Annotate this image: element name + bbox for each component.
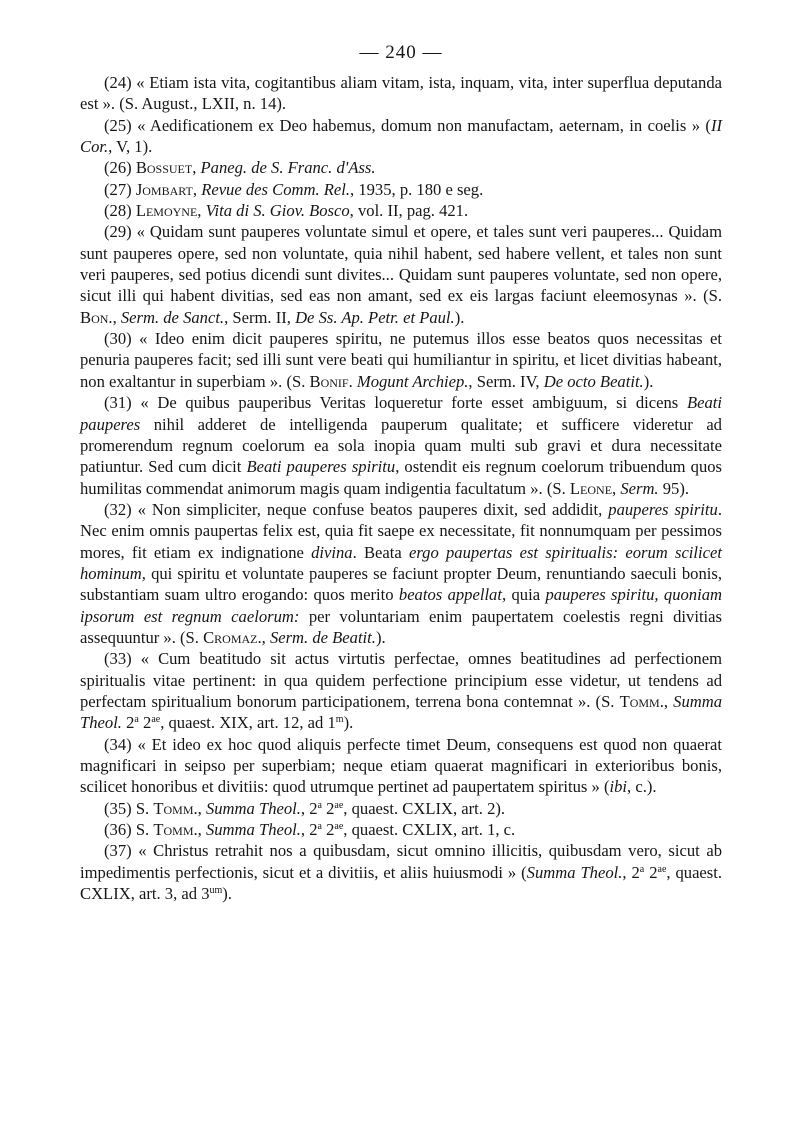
work-title: II Cor. bbox=[80, 115, 723, 157]
author-name: Cromaz. bbox=[203, 627, 262, 647]
author-name: Lemoyne bbox=[135, 201, 198, 221]
note-24 bbox=[80, 72, 722, 115]
note-number: (31) bbox=[104, 393, 132, 413]
note-number: (33) bbox=[104, 649, 132, 669]
work-title: Summa Theol. bbox=[526, 862, 623, 882]
note-31: (31) « De quibus pauperibus Veritas loqueretur forte esset ambiguum, si dicens Beati pauperes nihil adderet de intelligenda pauperum qualitate; et sufficere videretur ad promerendum regnum coelorum ea sola inopia quam multi sub gravi et dura necessitate patiuntur. Sed cum dicit Beati pauperes spiritu, ostendit eis regnum coelorum tribuendum quos humilitas commendat animorum magis quam indigentia facultatum ». (S. Leone, Serm. 95). bbox=[80, 393, 723, 498]
note-36: (36) S. Tomm., Summa Theol., 2$^a$ $2^{ae}$, quaest. CXLIX, art. 1, c. bbox=[104, 820, 516, 840]
document-page bbox=[80, 38, 722, 904]
author-name: Tomm. bbox=[619, 691, 664, 711]
note-reference: (S. August., LXII, n. 14). bbox=[119, 94, 287, 114]
work-title: Summa Theol. bbox=[205, 798, 301, 818]
work-title: Revue des Comm. Rel. bbox=[201, 179, 351, 199]
note-quote: « Etiam ista vita, cogitantibus aliam vitam, ista, inquam, vita, inter superflua deputanda est ». bbox=[80, 73, 722, 114]
note-number: (27) bbox=[104, 179, 132, 199]
note-25: (25) « Aedificationem ex Deo habemus, domum non manufactam, aeternam, in coelis » (II Cor., V, 1). bbox=[80, 115, 723, 157]
note-number: (24) bbox=[104, 73, 132, 92]
work-title: Paneg. de S. Franc. d'Ass. bbox=[200, 158, 376, 178]
author-name: Leone bbox=[569, 478, 613, 498]
note-quote: « Et ideo ex hoc quod aliquis perfecte timet Deum, consequens est quod non quaerat magnificari in seipso per superbiam; neque etiam quaerat magnificari in exterioribus bonis, scilicet honoribus et divitiis: quod utrumque pertinet ad paupertatem spiritus » ( bbox=[80, 734, 722, 797]
note-26: (26) Bossuet, Paneg. de S. Franc. d'Ass. bbox=[104, 158, 376, 178]
work-title: De octo Beatit. bbox=[543, 371, 644, 391]
work-title: Serm. de Beatit. bbox=[269, 627, 376, 647]
note-number: (37) bbox=[104, 841, 132, 861]
note-33: (33) « Cum beatitudo sit actus virtutis perfectae, omnes beatitudines ad perfectionem spiritualis vitae pertinent: in qua quidem perfectione principium esse videtur, ut tendens ad perfectam spiritualium bonorum participationem, terrena bona contemnat ». (S. Tomm., Summa Theol. 2$^a$ $2^{ae}$, quaest. XIX, art. 12, ad 1$^m$). bbox=[80, 649, 723, 733]
note-number: (29) bbox=[104, 222, 132, 242]
author-name: Jombart bbox=[135, 179, 193, 199]
work-title: Mogunt Archiep. bbox=[356, 371, 469, 391]
work-title: Summa Theol. bbox=[80, 691, 723, 733]
work-title: De Ss. Ap. Petr. et Paul. bbox=[295, 307, 455, 327]
note-28: (28) Lemoyne, Vita di S. Giov. Bosco, vol. II, pag. 421. bbox=[104, 201, 469, 221]
footnotes-list bbox=[80, 72, 722, 904]
note-number: (28) bbox=[104, 201, 132, 221]
note-quote: « Aedificationem ex Deo habemus, domum non manufactam, aeternam, in coelis » bbox=[137, 115, 701, 135]
note-37: (37) « Christus retrahit nos a quibusdam, sicut omnino illicitis, quibusdam vero, sicut ab impedimentis perfectionis, sicut et a divitiis, et aliis huiusmodi » (Summa Theol., 2$^a$ $2^{ae}$, quaest. CXLIX, art. 3, ad $3^{um}$). bbox=[80, 841, 723, 904]
note-number: (30) bbox=[104, 329, 132, 349]
note-30: (30) « Ideo enim dicit pauperes spiritu, ne putemus illos esse beatos quos necessitas et penuria pauperes facit; sed illi sunt vere beati qui humiliantur in spiritu, et licet divitias habeant, non exaltantur in superbiam ». (S. Bonif. Mogunt Archiep., Serm. IV, De octo Beatit.). bbox=[80, 329, 722, 391]
work-title: Vita di S. Giov. Bosco bbox=[205, 201, 350, 221]
work-title: Serm. bbox=[620, 478, 659, 498]
author-name: Bon. bbox=[80, 307, 113, 327]
note-32: (32) « Non simpliciter, neque confuse beatos pauperes dixit, sed addidit, pauperes spiritu. Nec enim omnis paupertas felix est, quia fit saepe ex necessitate, fit nonnumquam per pessimos mores, fit etiam ex indignatione divina. Beata ergo paupertas est spiritualis: eorum scilicet hominum, qui spiritu et voluntate pauperes se faciunt propter Deum, renuntiando saeculi bonis, substantiam suam ultro erogando: quos merito beatos appellat, quia pauperes spiritu, quoniam ipsorum est regnum caelorum: per voluntariam enim paupertatem coelestis regni divitias assequuntur ». (S. Cromaz., Serm. de Beatit.). bbox=[80, 499, 722, 647]
note-29: (29) « Quidam sunt pauperes voluntate simul et opere, et tales sunt veri pauperes... Quidam sunt pauperes opere, sed non voluntate, quia nihil habent, sed habere vellent, et tales non sunt veri pauperes, sed potius dicendi sunt divites... Quidam sunt pauperes voluntate, sed non opere, sicut illi qui habent divitias, sed eas non amant, sed ex eis largas faciunt eleemosynas ». (S. Bon., Serm. de Sanct., Serm. II, De Ss. Ap. Petr. et Paul.). bbox=[80, 222, 723, 327]
author-name: Tomm. bbox=[153, 798, 198, 818]
note-number: (32) bbox=[104, 499, 132, 519]
note-number: (34) bbox=[104, 734, 132, 754]
note-quote: « Quidam sunt pauperes voluntate simul et opere, et tales sunt veri pauperes... Quidam sunt pauperes opere, sed non voluntate, quia nihil habent, sed habere vellent, et tales non sunt veri pauperes, sed potius dicendi sunt divites... Quidam sunt pauperes voluntate, sed non opere, sicut illi qui habent divitias, sed eas non amant, sed ex eis largas faciunt eleemosynas ». (S. bbox=[80, 222, 723, 306]
note-34: (34) « Et ideo ex hoc quod aliquis perfecte timet Deum, consequens est quod non quaerat magnificari in seipso per superbiam; neque etiam quaerat magnificari in exterioribus bonis, scilicet honoribus et divitiis: quod utrumque pertinet ad paupertatem spiritus » (ibi, c.). bbox=[80, 734, 722, 797]
note-quote: « Ideo enim dicit pauperes spiritu, ne putemus illos esse beatos quos necessitas et penuria pauperes facit; sed illi sunt vere beati qui humiliantur in spiritu, et licet divitias habeant, non exaltantur in superbiam ». (S. bbox=[80, 329, 722, 391]
note-number: (35) bbox=[104, 798, 132, 818]
note-number: (36) bbox=[104, 820, 132, 840]
work-title: Summa Theol. bbox=[205, 820, 301, 840]
author-name: Bossuet bbox=[135, 158, 193, 178]
author-name: Tomm. bbox=[153, 820, 198, 840]
author-name: Bonif. bbox=[309, 371, 353, 391]
page-number: — 240 — bbox=[359, 42, 443, 63]
note-35: (35) S. Tomm., Summa Theol., 2$^a$ $2^{ae}$, quaest. CXLIX, art. 2). bbox=[104, 798, 506, 818]
note-number: (25) bbox=[104, 115, 132, 135]
note-27: (27) Jombart, Revue des Comm. Rel., 1935, p. 180 e seg. bbox=[104, 179, 484, 199]
note-number: (26) bbox=[104, 158, 132, 178]
work-title: Serm. de Sanct. bbox=[120, 307, 225, 327]
note-quote: « Cum beatitudo sit actus virtutis perfectae, omnes beatitudines ad perfectionem spiritualis vitae pertinent: in qua quidem perfectione principium esse videtur, ut tendens ad perfectam spiritualium bonorum participationem, terrena bona contemnat ». (S. bbox=[80, 649, 722, 711]
note-quote: « Christus retrahit nos a quibusdam, sicut omnino illicitis, quibusdam vero, sicut ab impedimentis perfectionis, sicut et a divitiis, et aliis huiusmodi » ( bbox=[80, 841, 722, 882]
